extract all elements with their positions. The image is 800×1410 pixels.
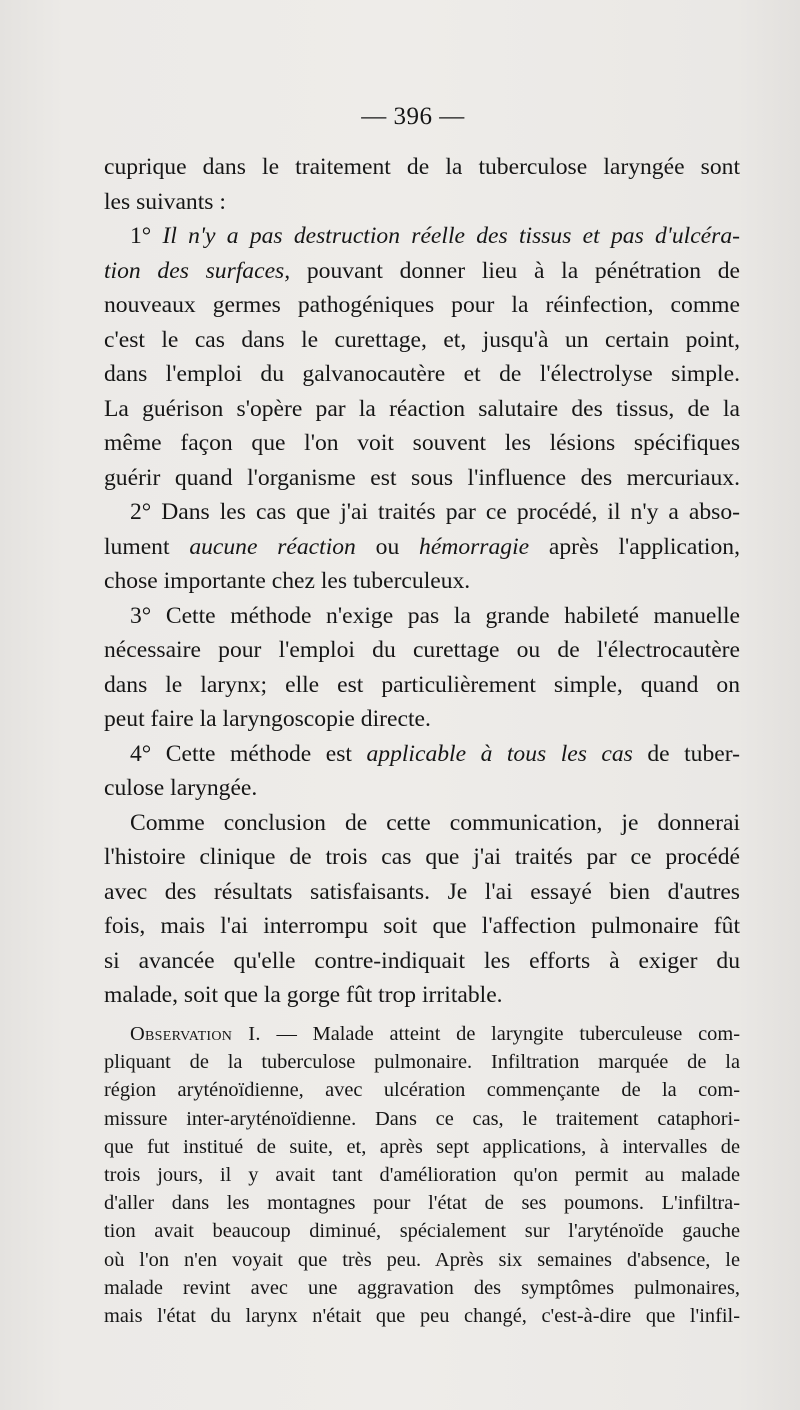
text-line: dans l'emploi du galvanocautère et de l'électrolyse simple.	[104, 361, 740, 387]
text-line	[104, 219, 740, 254]
text-span: ou	[375, 533, 400, 560]
text-line: l'histoire clinique de trois cas que j'ai traités par ce procédé	[104, 844, 740, 870]
text-line	[104, 254, 740, 289]
text-line: région aryténoïdienne, avec ulcération commençante de la com-	[104, 1079, 740, 1102]
point-number: 1°	[130, 223, 152, 249]
text-line: malade, soit que la gorge fût trop irritable.	[104, 982, 503, 1008]
point-3	[104, 599, 740, 737]
text-line	[104, 737, 740, 772]
observation-block	[104, 1020, 740, 1330]
text-line: où l'on n'en voyait que très peu. Après six semaines d'absence, le	[104, 1248, 740, 1271]
text-line: guérir quand l'organisme est sous l'influence des mercuriaux.	[104, 464, 740, 491]
text-span: 4° Cette méthode est	[130, 740, 352, 767]
text-line: La guérison s'opère par la réaction salutaire des tissus, de la	[104, 395, 740, 422]
emphasis: tion des surfaces,	[104, 257, 291, 284]
text-span: après l'application,	[548, 533, 740, 560]
text-line: c'est le cas dans le curettage, et, jusqu'à un certain point,	[104, 326, 740, 353]
text-line: peut faire la laryngoscopie directe.	[104, 706, 431, 732]
page-number: — 396 —	[361, 103, 465, 130]
text-line: nouveaux germes pathogéniques pour la réinfection, comme	[104, 292, 740, 318]
paragraph-intro	[104, 150, 740, 219]
text-line: chose importante chez les tuberculeux.	[104, 568, 471, 594]
text-span: pouvant donner lieu à la pénétration de	[306, 257, 740, 284]
point-4	[104, 737, 740, 806]
text-line: d'aller dans les montagnes pour l'état de ses poumons. L'infiltra-	[104, 1192, 740, 1215]
text-line: nécessaire pour l'emploi du curettage ou de l'électrocautère	[104, 637, 740, 663]
text-line: Comme conclusion de cette communication, je donnerai	[130, 809, 740, 836]
text-line: mais l'état du larynx n'était que peu changé, c'est-à-dire que l'infil-	[104, 1304, 740, 1327]
emphasis: aucune réaction	[189, 533, 356, 560]
observation-label: Observation I.	[130, 1023, 261, 1045]
text-line: trois jours, il y avait tant d'amélioration qu'on permit au malade	[104, 1163, 740, 1186]
text-line: que fut institué de suite, et, après sept applications, à intervalles de	[104, 1135, 740, 1158]
text-line	[104, 1020, 740, 1048]
emphasis: Il n'y a pas destruction réelle des tissus et pas d'ulcéra-	[162, 223, 740, 249]
text-line: pliquant de la tuberculose pulmonaire. Infiltration marquée de la	[104, 1051, 740, 1074]
text-line	[104, 530, 740, 565]
emphasis: applicable à tous les cas	[366, 740, 633, 767]
text-span: lument	[104, 533, 170, 560]
text-line: même façon que l'on voit souvent les lésions spécifiques	[104, 430, 740, 456]
point-2	[104, 495, 740, 599]
text-span: — Malade atteint de laryngite tuberculeuse com-	[276, 1023, 740, 1045]
text-line: culose laryngée.	[104, 775, 258, 801]
text-line: avec des résultats satisfaisants. Je l'ai essayé bien d'autres	[104, 878, 740, 905]
main-text	[104, 150, 740, 1013]
text-line: missure inter-aryténoïdienne. Dans ce cas, le traitement cataphori-	[104, 1107, 740, 1130]
text-line: 3° Cette méthode n'exige pas la grande habileté manuelle	[130, 602, 740, 629]
text-line: tion avait beaucoup diminué, spécialement sur l'aryténoïde gauche	[104, 1220, 740, 1243]
emphasis: hémorragie	[419, 533, 530, 560]
text-line: fois, mais l'ai interrompu soit que l'affection pulmonaire fût	[104, 913, 740, 939]
conclusion-paragraph	[104, 806, 740, 1013]
text-line: dans le larynx; elle est particulièrement simple, quand on	[104, 671, 740, 698]
point-1	[104, 219, 740, 495]
text-line: cuprique dans le traitement de la tuberculose laryngée sont	[104, 154, 740, 180]
text-line: malade revint avec une aggravation des symptômes pulmonaires,	[104, 1276, 740, 1299]
text-line: si avancée qu'elle contre-indiquait les efforts à exiger du	[104, 947, 740, 974]
text-line: 2° Dans les cas que j'ai traités par ce procédé, il n'y a abso-	[130, 499, 740, 525]
text-span: de tuber-	[647, 740, 740, 767]
text-line: les suivants :	[104, 188, 226, 215]
